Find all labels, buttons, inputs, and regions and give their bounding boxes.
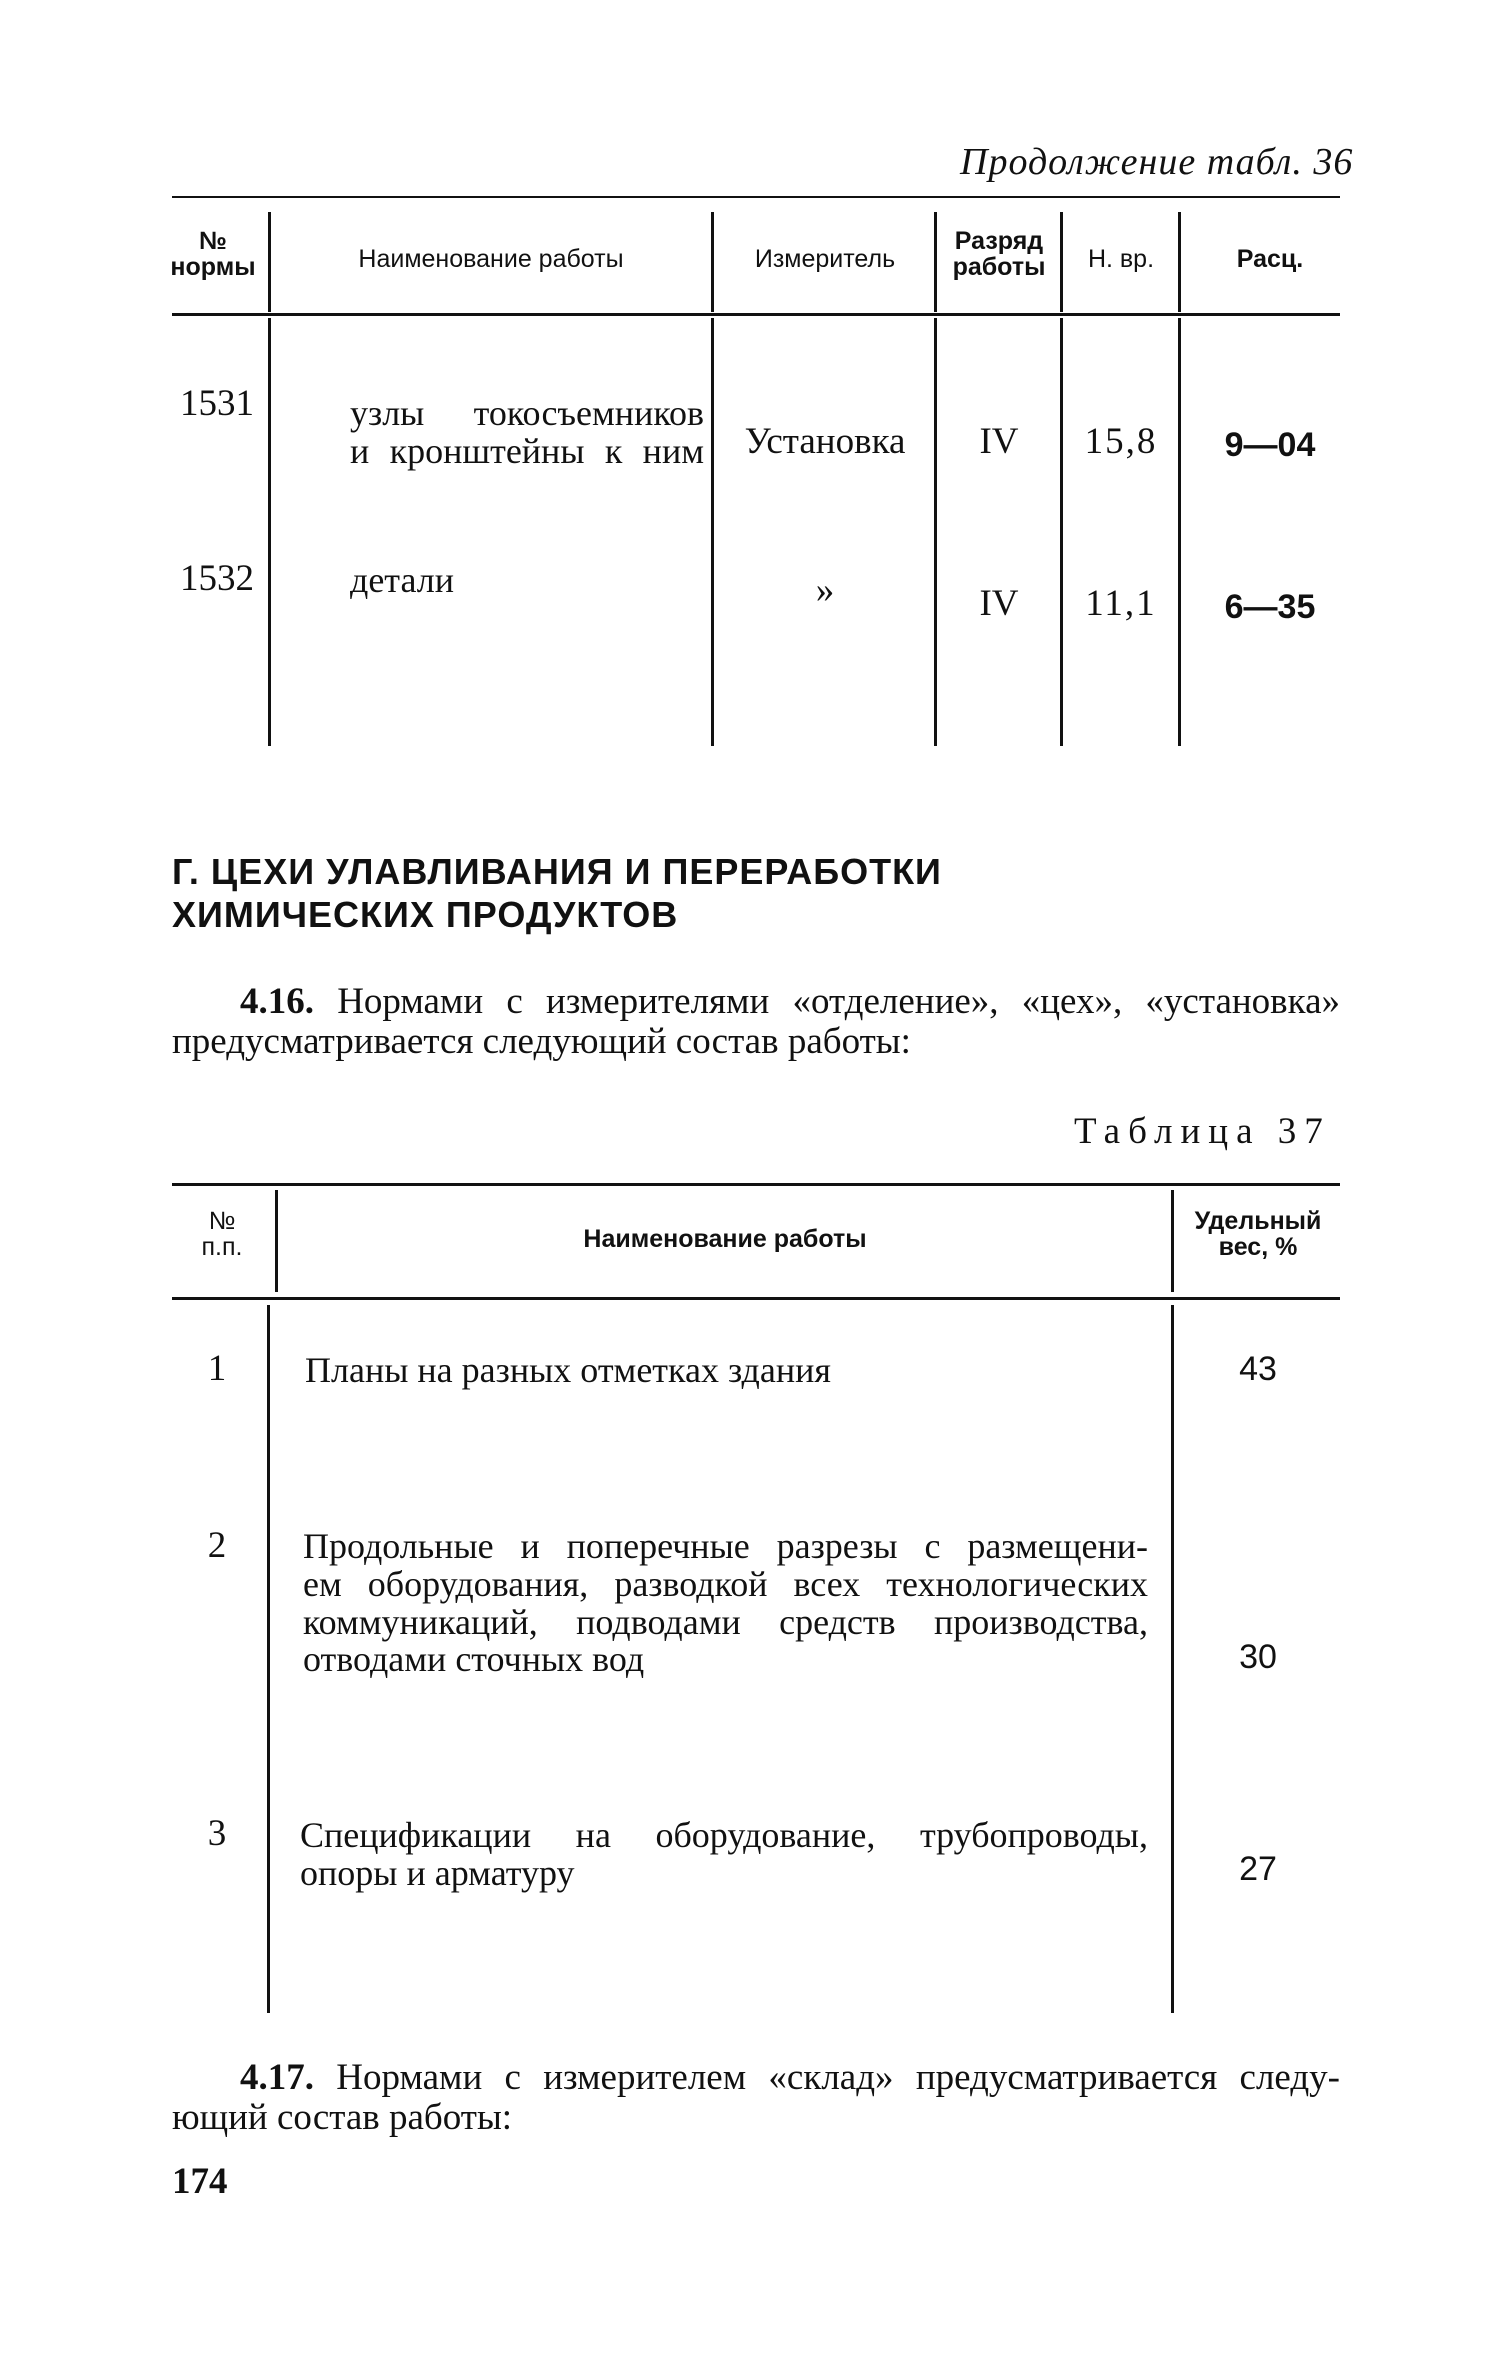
table-continuation-caption: Продолжение табл. 36	[960, 141, 1354, 183]
table37-row-name: Продольные и поперечные разрезы с размещени- ем оборудования, разводкой всех технологических коммуникаций, подводами средств производства, отводами сточных вод	[303, 1526, 1148, 1680]
table36-row-time: 11,1	[1085, 583, 1157, 624]
table37-header-name: Наименование работы	[583, 1225, 867, 1253]
table36-header-num: № нормы	[170, 227, 256, 282]
paragraph-number: 4.16.	[240, 981, 314, 1022]
table36-header-rule	[172, 313, 1340, 316]
table37-caption: Таблица 37	[1074, 1111, 1331, 1152]
table36-row-num: 1532	[180, 558, 254, 599]
table36-row-unit: Установка	[744, 421, 906, 462]
table37-divider	[267, 1305, 270, 2013]
table37-row-name: Планы на разных отметках здания	[305, 1350, 831, 1390]
table36-divider	[1178, 318, 1181, 746]
table36-row-name: узлы токосъемников и кронштейны к ним	[350, 393, 704, 471]
table36-row-num: 1531	[180, 383, 254, 424]
table37-header-weight: Удельный вес, %	[1194, 1207, 1322, 1262]
table36-divider	[711, 318, 714, 746]
table36-divider	[934, 212, 937, 312]
table36-divider	[934, 318, 937, 746]
table36-top-rule	[172, 196, 1340, 198]
paragraph-4-16: 4.16. Нормами с измерителями «отделение», «цех», «установка» предусматривается следующий состав работы:	[172, 981, 1340, 1062]
paragraph-4-17: 4.17. Нормами с измерителем «склад» предусматривается следу- ющий состав работы:	[172, 2057, 1340, 2138]
table36-divider	[268, 212, 271, 312]
table37-divider	[275, 1190, 278, 1292]
table36-row-rate: 6—35	[1224, 588, 1316, 626]
table36-row-name: детали	[350, 560, 454, 600]
table36-divider	[711, 212, 714, 312]
table37-divider	[1171, 1305, 1174, 2013]
table37-header-num: № п.п.	[201, 1207, 243, 1262]
table37-header-rule	[172, 1297, 1340, 1300]
table37-row-num: 2	[207, 1525, 227, 1566]
page-number: 174	[172, 2161, 228, 2202]
table37-row-weight: 30	[1239, 1638, 1277, 1676]
table37-row-weight: 43	[1239, 1350, 1277, 1388]
table36-header-time: Н. вр.	[1087, 245, 1155, 273]
table37-row-num: 1	[207, 1348, 227, 1389]
table36-row-rate: 9—04	[1224, 426, 1316, 464]
table36-row-grade: IV	[979, 421, 1019, 462]
table36-divider	[1060, 212, 1063, 312]
table36-header-rate: Расц.	[1236, 245, 1304, 273]
table37-row-weight: 27	[1239, 1850, 1277, 1888]
table37-top-rule	[172, 1183, 1340, 1186]
table36-divider	[1060, 318, 1063, 746]
table37-row-num: 3	[207, 1813, 227, 1854]
table36-header-grade: Разряд работы	[952, 227, 1046, 282]
section-heading: Г. ЦЕХИ УЛАВЛИВАНИЯ И ПЕРЕРАБОТКИ ХИМИЧЕСКИХ ПРОДУКТОВ	[172, 851, 942, 936]
table36-row-time: 15,8	[1084, 421, 1158, 462]
table36-header-name: Наименование работы	[358, 245, 624, 273]
table36-divider	[1178, 212, 1181, 312]
table36-row-unit: »	[815, 570, 835, 611]
table37-divider	[1171, 1190, 1174, 1292]
table36-header-unit: Измеритель	[754, 245, 896, 273]
table36-divider	[268, 318, 271, 746]
table37-row-name: Спецификации на оборудование, трубопроводы, опоры и арматуру	[300, 1815, 1148, 1893]
paragraph-number: 4.17.	[240, 2057, 314, 2098]
table36-row-grade: IV	[979, 583, 1019, 624]
